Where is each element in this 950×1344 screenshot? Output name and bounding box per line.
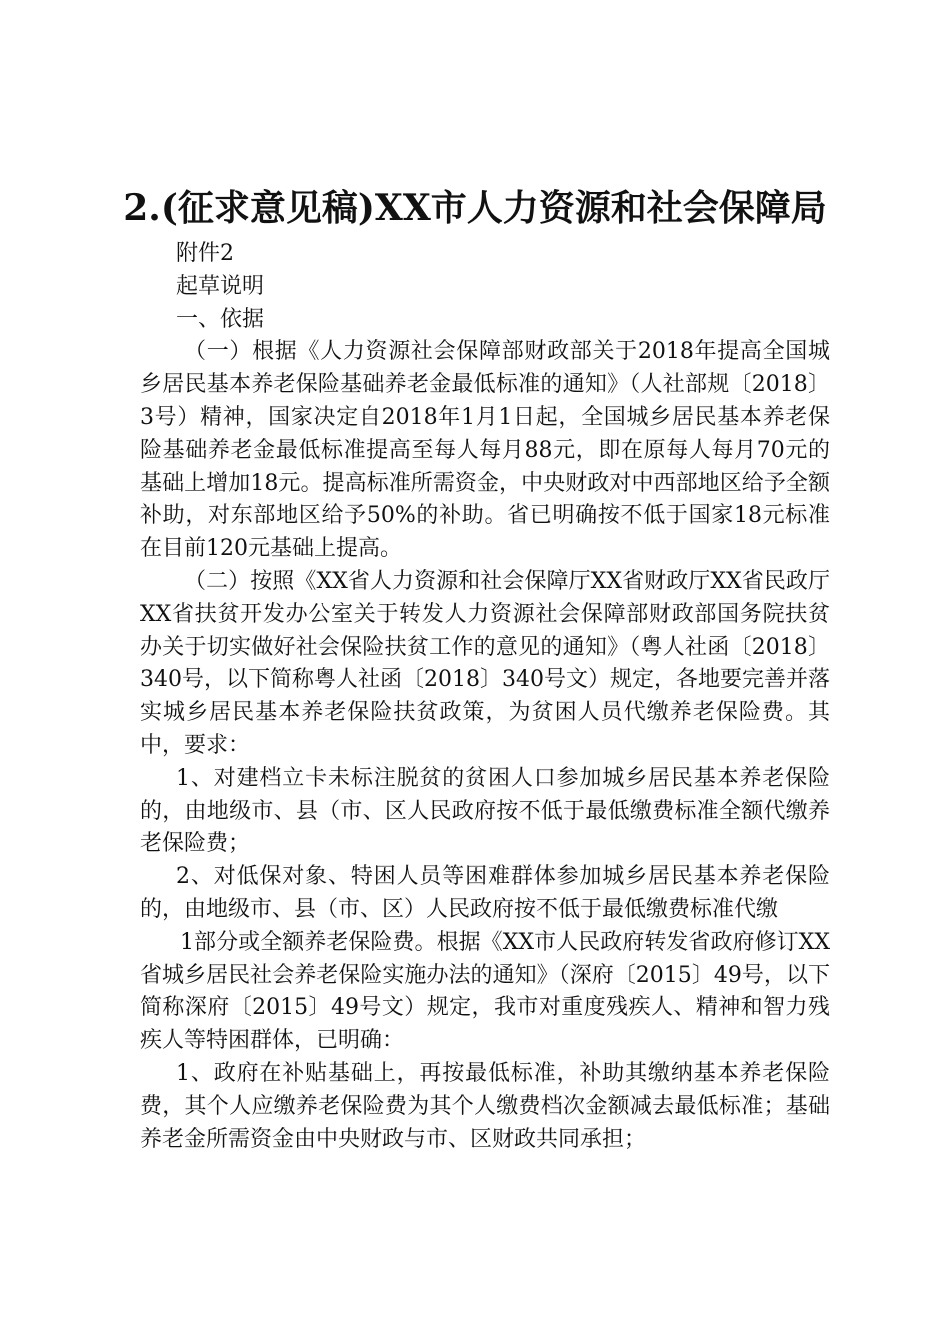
list-item: 2、对低保对象、特困人员等困难群体参加城乡居民基本养老保险的，由地级市、县（市、区）人民政府按不低于最低缴费标准代缴 [140,864,830,922]
paragraph: 1部分或全额养老保险费。根据《XX市人民政府转发省政府修订XX省城乡居民社会养老保险实施办法的通知》（深府〔2015〕49号，以下简称深府〔2015〕49号文）规定，我市对重度残疾人、精神和智力残疾人等特困群体，已明确： [140,929,830,1054]
attachment-label: 附件2 [176,241,234,266]
list-item: 1、政府在补贴基础上，再按最低标准，补助其缴纳基本养老保险费，其个人应缴养老保险费为其个人缴费档次金额减去最低标准；基础养老金所需资金由中央财政与市、区财政共同承担； [140,1060,830,1152]
document-body [140,238,830,1156]
document-title: 2.(征求意见稿)XX市人力资源和社会保障局 [123,187,827,229]
paragraph: （一）根据《人力资源社会保障部财政部关于2018年提高全国城乡居民基本养老保险基础养老金最低标准的通知》（人社部规〔2018〕3号）精神，国家决定自2018年1月1日起，全国城乡居民基本养老保险基础养老金最低标准提高至每人每月88元，即在原每人每月70元的基础上增加18元。提高标准所需资金，中央财政对中西部地区给予全额补助，对东部地区给予50%的补助。省已明确按不低于国家18元标准在目前120元基础上提高。 [140,339,830,562]
list-item: 1、对建档立卡未标注脱贫的贫困人口参加城乡居民基本养老保险的，由地级市、县（市、区人民政府按不低于最低缴费标准全额代缴养老保险费； [140,765,830,857]
subsection-heading: 一、依据 [176,306,265,332]
section-heading: 起草说明 [176,273,265,299]
paragraph: （二）按照《XX省人力资源和社会保障厅XX省财政厅XX省民政厅XX省扶贫开发办公室关于转发人力资源社会保障部财政部国务院扶贫办关于切实做好社会保险扶贫工作的意见的通知》（粤人社函〔2018〕340号，以下简称粤人社函〔2018〕340号文）规定，各地要完善并落实城乡居民基本养老保险扶贫政策，为贫困人员代缴养老保险费。其中，要求： [140,568,830,758]
